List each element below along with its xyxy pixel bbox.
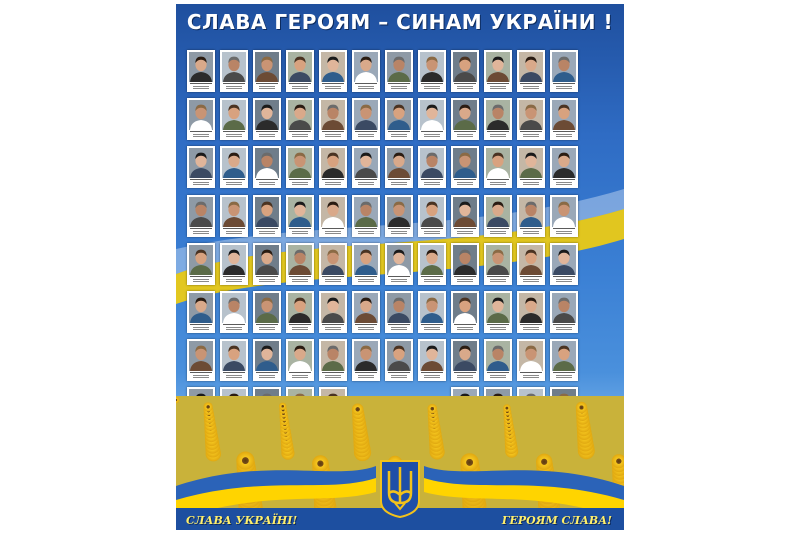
portrait-photo [354, 245, 378, 275]
portrait-card [253, 339, 281, 381]
portrait-card [484, 98, 512, 140]
portrait-caption-lines [388, 372, 410, 380]
portrait-card [253, 98, 281, 140]
portrait-card [286, 339, 314, 381]
portrait-photo [321, 341, 345, 371]
portrait-card [319, 50, 347, 92]
portrait-caption-lines [421, 179, 443, 187]
portrait-caption-lines [256, 131, 278, 139]
portrait-card [319, 291, 347, 333]
portrait-photo [519, 100, 543, 130]
portrait-photo [387, 52, 411, 82]
portrait-card [484, 243, 512, 285]
portrait-photo [354, 52, 378, 82]
portrait-card [385, 243, 413, 285]
portrait-photo [255, 293, 279, 323]
portrait-card [220, 243, 248, 285]
portrait-card [319, 243, 347, 285]
portrait-photo [486, 341, 510, 371]
portrait-photo [552, 52, 576, 82]
portrait-caption-lines [289, 131, 311, 139]
portrait-caption-lines [322, 372, 344, 380]
portrait-photo [222, 197, 246, 227]
portrait-caption-lines [355, 324, 377, 332]
portrait-caption-lines [223, 228, 245, 236]
portrait-caption-lines [553, 228, 575, 236]
portrait-caption-lines [454, 179, 476, 187]
portrait-card [385, 195, 413, 237]
portrait-photo [354, 148, 378, 178]
portrait-card [253, 291, 281, 333]
portrait-caption-lines [223, 131, 245, 139]
portrait-photo [552, 341, 576, 371]
portrait-card [517, 98, 545, 140]
portrait-photo [222, 100, 246, 130]
portrait-card [484, 339, 512, 381]
portrait-caption-lines [289, 228, 311, 236]
portrait-card [385, 146, 413, 188]
portrait-photo [519, 293, 543, 323]
portrait-card [451, 243, 479, 285]
portrait-caption-lines [421, 324, 443, 332]
portrait-card [451, 98, 479, 140]
portrait-card [187, 98, 215, 140]
portrait-caption-lines [388, 179, 410, 187]
portrait-photo [321, 52, 345, 82]
portrait-caption-lines [520, 131, 542, 139]
portrait-card [451, 146, 479, 188]
portrait-photo [486, 100, 510, 130]
sunflower [352, 404, 364, 416]
portrait-card [352, 195, 380, 237]
portrait-photo [453, 293, 477, 323]
portrait-caption-lines [223, 83, 245, 91]
portrait-caption-lines [553, 276, 575, 284]
portrait-photo [189, 148, 213, 178]
portrait-caption-lines [520, 179, 542, 187]
portrait-card [220, 339, 248, 381]
portrait-photo [453, 197, 477, 227]
portrait-photo [354, 341, 378, 371]
portrait-card [253, 146, 281, 188]
portrait-photo [288, 293, 312, 323]
portrait-card [550, 146, 578, 188]
portrait-card [451, 195, 479, 237]
portrait-card [484, 195, 512, 237]
portrait-caption-lines [388, 131, 410, 139]
sunflower [428, 404, 438, 414]
portrait-caption-lines [553, 179, 575, 187]
portrait-caption-lines [256, 372, 278, 380]
portrait-photo [321, 293, 345, 323]
sunflower [312, 455, 329, 472]
portrait-caption-lines [355, 372, 377, 380]
portrait-caption-lines [421, 228, 443, 236]
portrait-photo [189, 341, 213, 371]
portrait-photo [420, 52, 444, 82]
portrait-caption-lines [388, 276, 410, 284]
portrait-photo [189, 245, 213, 275]
portrait-caption-lines [322, 179, 344, 187]
portrait-photo [486, 197, 510, 227]
portrait-photo [552, 293, 576, 323]
portrait-photo [552, 148, 576, 178]
portrait-caption-lines [322, 228, 344, 236]
portrait-card [550, 291, 578, 333]
portrait-card [418, 98, 446, 140]
portrait-caption-lines [454, 83, 476, 91]
portrait-card [517, 195, 545, 237]
portrait-photo [387, 197, 411, 227]
sunflower [236, 452, 254, 470]
portrait-card [187, 243, 215, 285]
portrait-photo [420, 341, 444, 371]
portrait-photo [420, 100, 444, 130]
portrait-card [385, 291, 413, 333]
sunflower [279, 403, 286, 410]
portrait-card [418, 339, 446, 381]
portrait-photo [519, 148, 543, 178]
sunflower [460, 453, 478, 471]
portrait-caption-lines [256, 179, 278, 187]
portrait-caption-lines [454, 131, 476, 139]
portrait-photo [486, 52, 510, 82]
portrait-caption-lines [322, 324, 344, 332]
portrait-photo [255, 245, 279, 275]
portrait-photo [420, 197, 444, 227]
portrait-caption-lines [487, 324, 509, 332]
portrait-card [187, 146, 215, 188]
portrait-caption-lines [388, 228, 410, 236]
portrait-card [286, 50, 314, 92]
portrait-card [418, 291, 446, 333]
portrait-card [187, 50, 215, 92]
portrait-photo [420, 245, 444, 275]
portrait-photo [552, 197, 576, 227]
portrait-caption-lines [190, 179, 212, 187]
portrait-caption-lines [355, 179, 377, 187]
portrait-card [286, 291, 314, 333]
portrait-caption-lines [256, 228, 278, 236]
portrait-card [352, 291, 380, 333]
portrait-card [385, 98, 413, 140]
portrait-photo [552, 245, 576, 275]
portrait-caption-lines [520, 228, 542, 236]
portrait-photo [354, 100, 378, 130]
portrait-caption-lines [421, 83, 443, 91]
portrait-photo [453, 148, 477, 178]
portrait-photo [288, 52, 312, 82]
portrait-card [451, 291, 479, 333]
portrait-photo [288, 100, 312, 130]
memorial-poster [176, 4, 624, 530]
portrait-caption-lines [190, 228, 212, 236]
portrait-caption-lines [388, 83, 410, 91]
portrait-photo [222, 293, 246, 323]
portrait-caption-lines [289, 276, 311, 284]
portrait-photo [255, 197, 279, 227]
portrait-card [451, 339, 479, 381]
portrait-card [220, 291, 248, 333]
portrait-caption-lines [223, 276, 245, 284]
portrait-photo [519, 341, 543, 371]
portrait-photo [519, 197, 543, 227]
portrait-photo [255, 100, 279, 130]
portrait-caption-lines [190, 83, 212, 91]
portrait-caption-lines [553, 83, 575, 91]
portrait-card [484, 146, 512, 188]
portrait-caption-lines [322, 83, 344, 91]
portrait-caption-lines [487, 372, 509, 380]
portrait-caption-lines [421, 276, 443, 284]
portrait-caption-lines [190, 276, 212, 284]
portrait-caption-lines [223, 324, 245, 332]
portrait-caption-lines [454, 324, 476, 332]
portrait-card [286, 243, 314, 285]
portrait-photo [222, 341, 246, 371]
portrait-card [220, 98, 248, 140]
slogan-glory-heroes: ГЕРОЯМ СЛАВА! [501, 514, 612, 527]
portrait-card [286, 98, 314, 140]
portrait-card [451, 50, 479, 92]
portrait-card [319, 339, 347, 381]
portrait-card [517, 243, 545, 285]
portrait-caption-lines [454, 228, 476, 236]
portrait-photo [354, 197, 378, 227]
portrait-card [385, 50, 413, 92]
portrait-photo [288, 341, 312, 371]
portrait-photo [387, 100, 411, 130]
portrait-caption-lines [520, 83, 542, 91]
portrait-caption-lines [289, 372, 311, 380]
portrait-card [286, 146, 314, 188]
portrait-card [352, 98, 380, 140]
portrait-caption-lines [223, 372, 245, 380]
portrait-photo [321, 197, 345, 227]
portrait-photo [288, 197, 312, 227]
portrait-photo [453, 52, 477, 82]
portrait-card [550, 339, 578, 381]
portrait-card [253, 243, 281, 285]
portrait-caption-lines [289, 179, 311, 187]
portrait-caption-lines [421, 131, 443, 139]
portrait-caption-lines [355, 228, 377, 236]
portrait-caption-lines [388, 324, 410, 332]
portrait-caption-lines [256, 276, 278, 284]
portrait-photo [189, 100, 213, 130]
portrait-photo [222, 245, 246, 275]
portrait-caption-lines [190, 324, 212, 332]
slogan-glory-ukraine: СЛАВА УКРАЇНІ! [186, 514, 298, 527]
portrait-photo [453, 245, 477, 275]
portrait-caption-lines [190, 131, 212, 139]
portrait-photo [453, 100, 477, 130]
portrait-card [352, 339, 380, 381]
portrait-caption-lines [553, 131, 575, 139]
portrait-card [385, 339, 413, 381]
portrait-photo [420, 293, 444, 323]
sunflower [503, 404, 511, 412]
portrait-caption-lines [454, 276, 476, 284]
portrait-card [352, 243, 380, 285]
portrait-card [220, 50, 248, 92]
sunflower [203, 402, 212, 411]
portrait-photo [453, 341, 477, 371]
portrait-card [286, 195, 314, 237]
portrait-caption-lines [322, 131, 344, 139]
portrait-card [550, 98, 578, 140]
portrait-photo [519, 52, 543, 82]
portrait-photo [255, 148, 279, 178]
portrait-photo [387, 341, 411, 371]
portrait-caption-lines [256, 324, 278, 332]
portrait-card [187, 291, 215, 333]
portrait-photo [486, 148, 510, 178]
portrait-photo [387, 148, 411, 178]
portrait-card [352, 146, 380, 188]
portrait-card [352, 50, 380, 92]
portrait-card [484, 291, 512, 333]
portrait-caption-lines [223, 179, 245, 187]
portrait-caption-lines [520, 372, 542, 380]
portrait-photo [354, 293, 378, 323]
portrait-card [550, 195, 578, 237]
portrait-photo [222, 52, 246, 82]
portrait-photo [288, 245, 312, 275]
portrait-caption-lines [454, 372, 476, 380]
portrait-card [187, 195, 215, 237]
portrait-photo [387, 245, 411, 275]
portrait-photo [255, 52, 279, 82]
portrait-photo [486, 293, 510, 323]
portrait-card [517, 339, 545, 381]
portrait-caption-lines [322, 276, 344, 284]
portrait-card [220, 195, 248, 237]
portrait-card [319, 146, 347, 188]
portrait-caption-lines [256, 83, 278, 91]
portrait-caption-lines [487, 228, 509, 236]
sunflower [576, 402, 587, 413]
portrait-caption-lines [520, 276, 542, 284]
portrait-card [517, 50, 545, 92]
portrait-card [187, 339, 215, 381]
portrait-card [418, 146, 446, 188]
tryzub-icon [379, 459, 421, 519]
portrait-caption-lines [190, 372, 212, 380]
portrait-caption-lines [487, 83, 509, 91]
portrait-photo [189, 52, 213, 82]
portrait-photo [321, 245, 345, 275]
portrait-caption-lines [421, 372, 443, 380]
portrait-photo [519, 245, 543, 275]
portrait-caption-lines [355, 83, 377, 91]
sunflower [536, 454, 552, 470]
portrait-card [253, 50, 281, 92]
portrait-card [550, 243, 578, 285]
portrait-photo [321, 100, 345, 130]
portrait-photo [387, 293, 411, 323]
poster-title: СЛАВА ГЕРОЯМ – СИНАМ УКРАЇНИ ! [186, 10, 614, 34]
portrait-card [220, 146, 248, 188]
portrait-card [319, 98, 347, 140]
portrait-caption-lines [553, 324, 575, 332]
portrait-card [319, 195, 347, 237]
portrait-caption-lines [487, 131, 509, 139]
portrait-photo [255, 341, 279, 371]
portrait-caption-lines [487, 179, 509, 187]
portrait-caption-lines [289, 83, 311, 91]
portrait-caption-lines [487, 276, 509, 284]
portrait-caption-lines [520, 324, 542, 332]
portrait-card [253, 195, 281, 237]
portrait-card [418, 50, 446, 92]
portrait-card [517, 146, 545, 188]
portrait-caption-lines [289, 324, 311, 332]
portrait-caption-lines [553, 372, 575, 380]
portrait-photo [321, 148, 345, 178]
portrait-photo [222, 148, 246, 178]
portrait-card [517, 291, 545, 333]
portrait-caption-lines [355, 276, 377, 284]
portrait-card [418, 243, 446, 285]
portrait-photo [189, 293, 213, 323]
portrait-photo [552, 100, 576, 130]
portrait-caption-lines [355, 131, 377, 139]
portrait-card [550, 50, 578, 92]
portrait-photo [486, 245, 510, 275]
portrait-photo [189, 197, 213, 227]
portrait-card [484, 50, 512, 92]
portrait-photo [420, 148, 444, 178]
portrait-photo [288, 148, 312, 178]
portrait-card [418, 195, 446, 237]
